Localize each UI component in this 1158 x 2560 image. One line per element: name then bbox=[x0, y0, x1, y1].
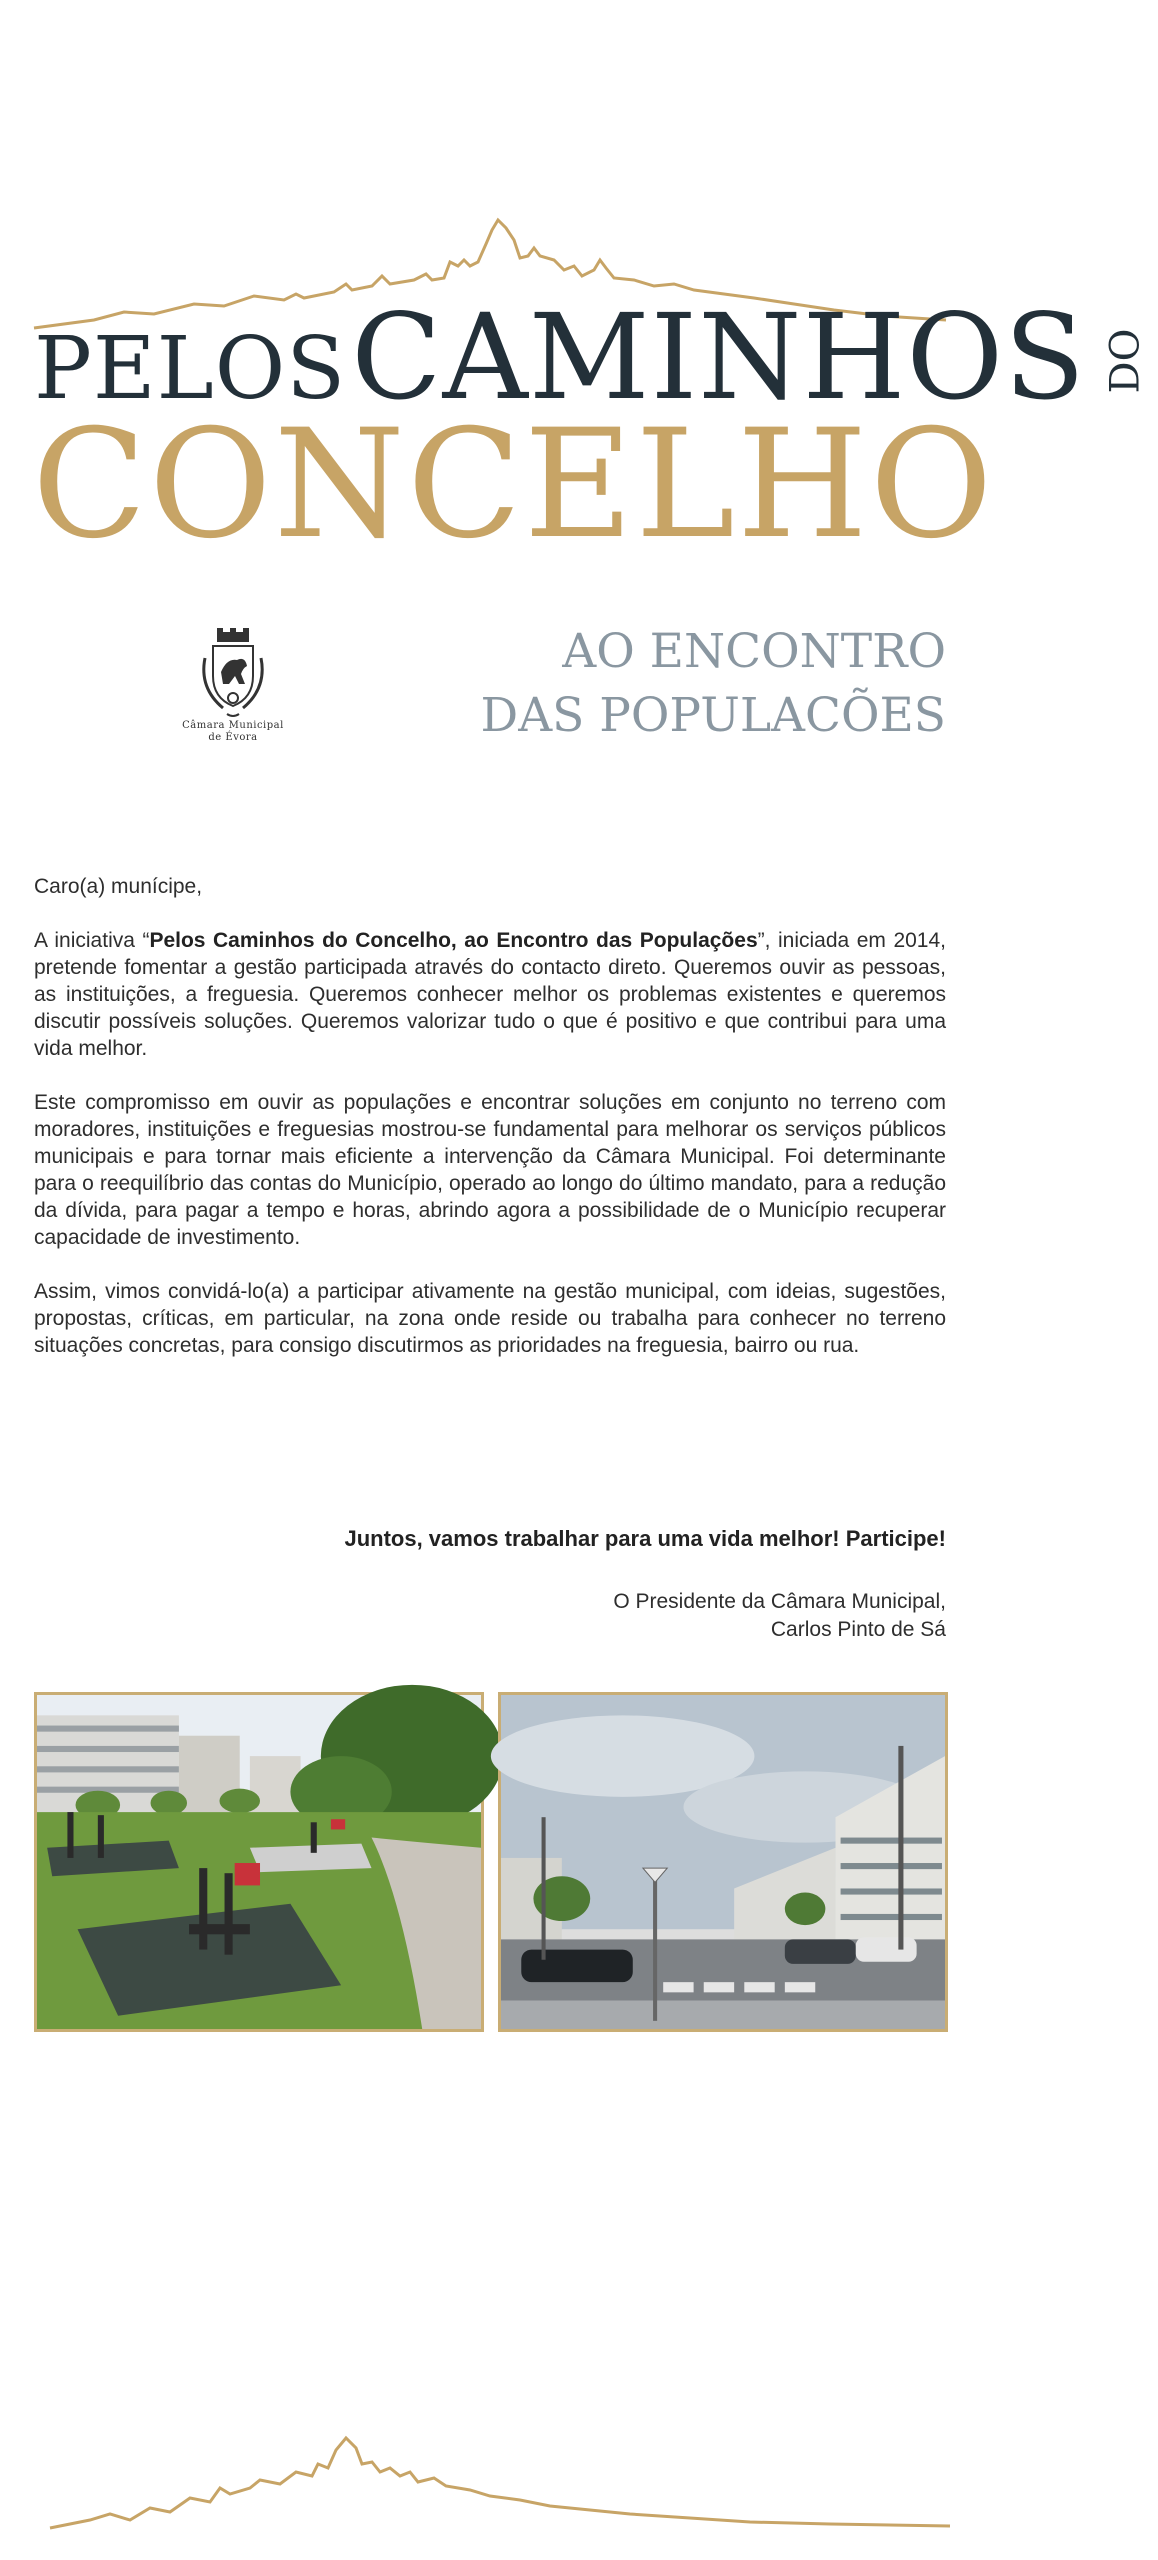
closing-call-to-action: Juntos, vamos trabalhar para uma vida melhor! Participe! bbox=[344, 1526, 946, 1551]
subtitle-line2: DAS POPULACÕES bbox=[480, 688, 946, 743]
paragraph-1-intro: A iniciativa “ bbox=[34, 929, 150, 952]
title-word-pelos: PELOS bbox=[34, 319, 347, 419]
municipal-crest bbox=[178, 628, 288, 748]
paragraph-3: Assim, vimos convidá-lo(a) a participar ativamente na gestão municipal, com ideias, sugestões, propostas, críticas, em particular, na zona onde reside ou trabalha para conhecer no terreno situações concretas, para consigo discutirmos as prioridades na freguesia, bairro ou rua. bbox=[34, 1280, 946, 1357]
photo-park-outdoor-gym bbox=[34, 1692, 484, 2032]
paragraph-1-text: ”, iniciada em 2014, pretende fomentar a gestão participada através do contacto direto. Queremos ouvir as pessoas, as instituições, a freguesia. Queremos conhecer melhor os problemas existentes e queremos discutir possíveis soluções. Queremos valorizar tudo o que é positivo e que contribui para uma vida melhor. bbox=[34, 929, 946, 1060]
photo-residential-street bbox=[498, 1692, 948, 2032]
title-word-do: DO bbox=[1102, 328, 1149, 394]
letter-body bbox=[34, 873, 946, 1386]
subtitle bbox=[426, 620, 946, 748]
signature-name: Carlos Pinto de Sá bbox=[770, 1618, 946, 1641]
paragraph-1 bbox=[34, 927, 946, 1062]
coat-of-arms-icon bbox=[193, 628, 273, 720]
skyline-illustration-bottom bbox=[50, 2428, 950, 2538]
initiative-name: Pelos Caminhos do Concelho, ao Encontro das Populações bbox=[149, 929, 758, 952]
title-concelho: CONCELHO bbox=[32, 398, 995, 572]
signature-role: O Presidente da Câmara Municipal, bbox=[613, 1590, 946, 1613]
greeting: Caro(a) munícipe, bbox=[34, 875, 203, 898]
subtitle-line1: AO ENCONTRO bbox=[562, 624, 946, 679]
signature-block bbox=[613, 1588, 946, 1644]
paragraph-2: Este compromisso em ouvir as populações e encontrar soluções em conjunto no terreno com moradores, instituições e freguesias mostrou-se fundamental para melhorar os serviços públicos municipais e para tornar mais eficiente a intervenção da Câmara Municipal. Foi determinante para o reequilíbrio das contas do Município, operado ao longo do último mandato, para a redução da dívida, para pagar a tempo e horas, abrindo agora a possibilidade de o Município recuperar capacidade de investimento. bbox=[34, 1091, 946, 1249]
title-word-caminhos: CAMINHOS bbox=[351, 288, 1086, 426]
crest-label-line2: de Évora bbox=[208, 732, 258, 743]
crest-label-line1: Câmara Municipal bbox=[182, 720, 284, 731]
